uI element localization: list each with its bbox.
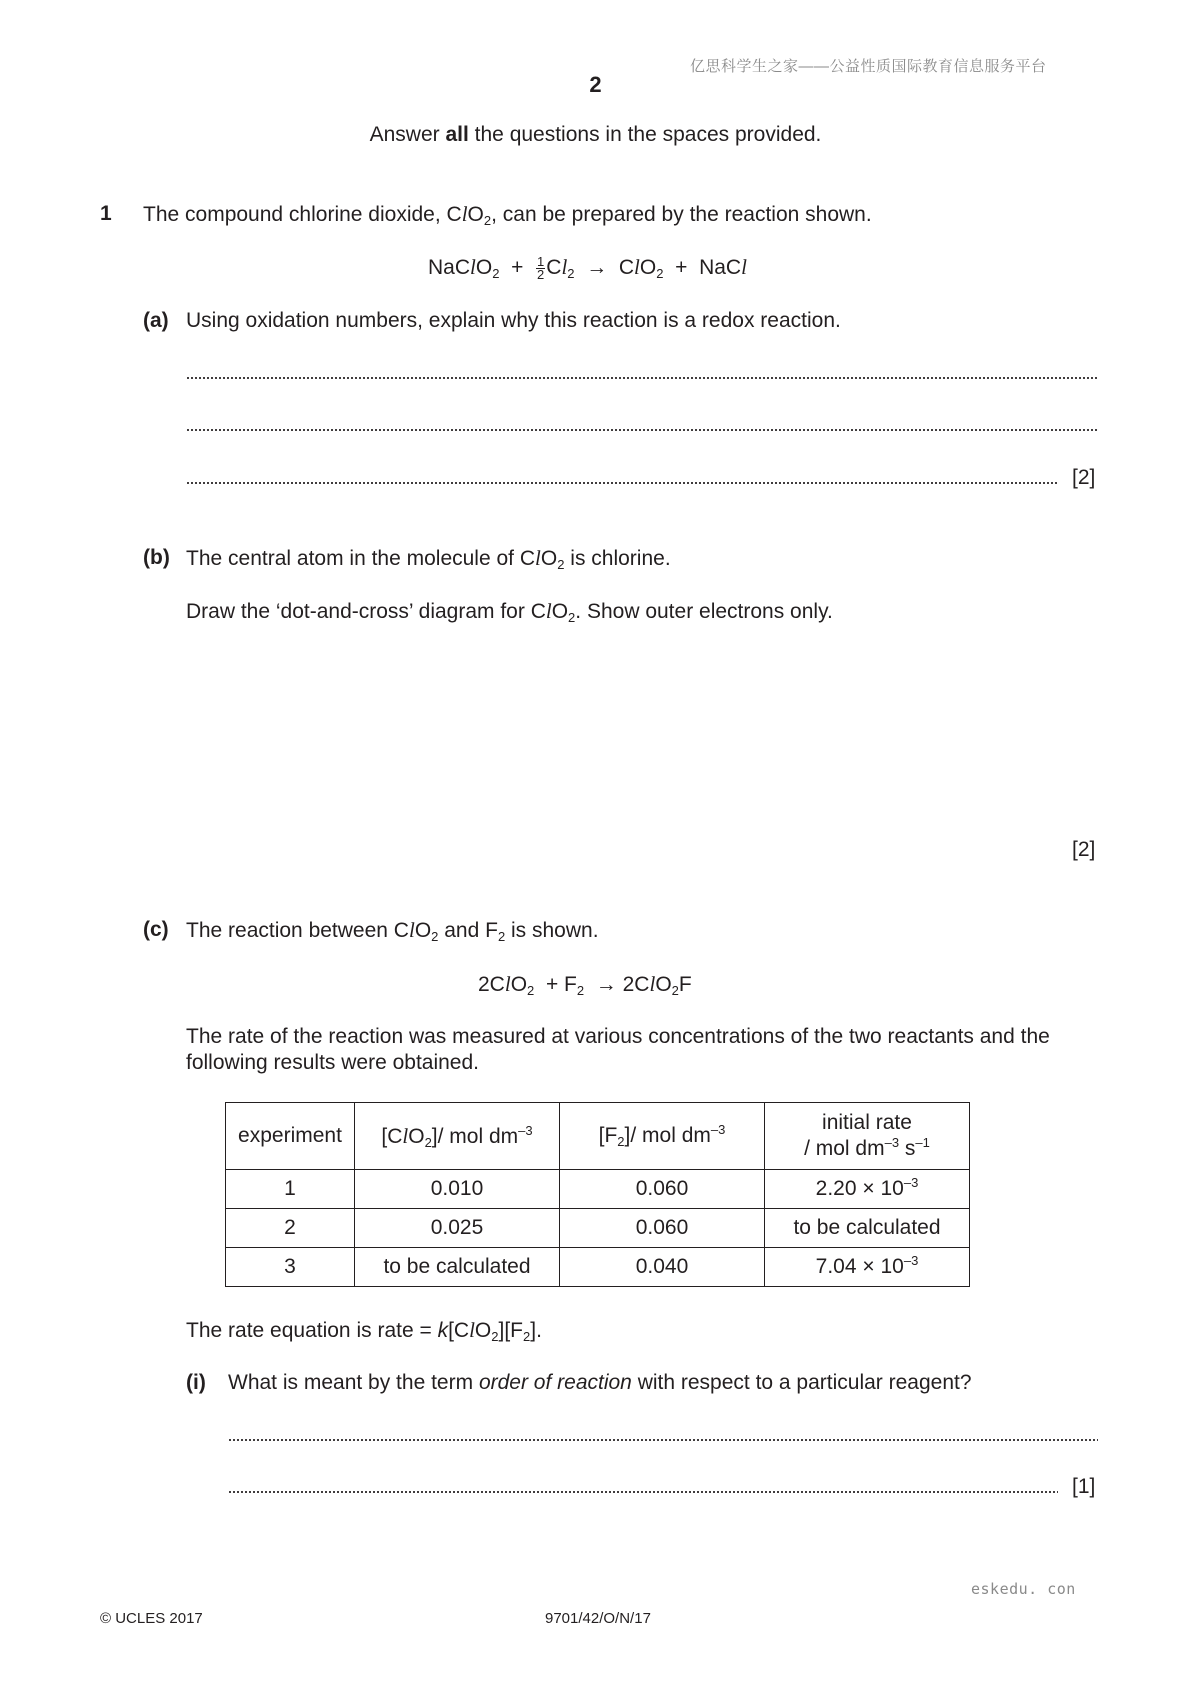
reaction-equation: NaClO$_2$ + $\frac{1}{2}$ $Cl_2 \to ClO_2$ + NaCl xyxy=(428,253,747,282)
answer-line-a1[interactable] xyxy=(186,376,1098,380)
page-number: 2 xyxy=(589,72,602,97)
part-ci-question: What is meant by the term order of reaction with respect to a particular reagent? xyxy=(228,1371,972,1394)
table-row xyxy=(226,1170,970,1209)
header-watermark: 亿思科学生之家——公益性质国际教育信息服务平台 xyxy=(690,58,1047,75)
rate-description-line2: following results were obtained. xyxy=(186,1051,479,1074)
part-b-label: (b) xyxy=(143,546,170,569)
cell-experiment: 3 xyxy=(226,1248,355,1287)
cell-experiment: 2 xyxy=(226,1209,355,1248)
cell-clo2: to be calculated xyxy=(355,1248,560,1287)
marks-b: [2] xyxy=(1072,838,1096,861)
rate-description-line1: The rate of the reaction was measured at various concentrations of the two reactants and the xyxy=(186,1025,1050,1048)
answer-line-ci2[interactable] xyxy=(228,1490,1058,1494)
header-f2-concentration: $[F_2]/$ mol $dm^{-3}$ xyxy=(560,1103,765,1170)
part-a-label: (a) xyxy=(143,309,169,332)
table-row xyxy=(226,1248,970,1287)
part-b-instruction: Draw the ‘dot-and-cross’ diagram for ClO$_2$. Show outer electrons only. xyxy=(186,599,833,625)
cell-rate: to be calculated xyxy=(765,1209,970,1248)
reaction-equation-c: $2ClO_2 + F_2 \to 2ClO_2F$ xyxy=(478,972,692,998)
question-stem: The compound chlorine dioxide, ClO$_2$, can be prepared by the reaction shown. xyxy=(143,202,872,228)
paper-code: 9701/42/O/N/17 xyxy=(545,1610,651,1627)
instructions: Answer all the questions in the spaces provided. xyxy=(369,123,822,146)
header-clo2-concentration: [ClO$_2$]/ mol $dm^{-3}$ xyxy=(355,1103,560,1170)
results-table xyxy=(225,1102,970,1287)
answer-line-a2[interactable] xyxy=(186,428,1098,432)
cell-rate: $7.04 \times 10^{-3}$ xyxy=(765,1248,970,1287)
cell-clo2: 0.010 xyxy=(355,1170,560,1209)
cell-f2: 0.040 xyxy=(560,1248,765,1287)
question-number: 1 xyxy=(100,202,112,225)
half-fraction: $\frac{1}{2}$ xyxy=(537,253,545,282)
cell-rate: $2.20 \times 10^{-3}$ xyxy=(765,1170,970,1209)
cell-f2: 0.060 xyxy=(560,1170,765,1209)
answer-line-ci1[interactable] xyxy=(228,1438,1098,1442)
cell-f2: 0.060 xyxy=(560,1209,765,1248)
part-a-question: Using oxidation numbers, explain why this reaction is a redox reaction. xyxy=(186,309,841,332)
answer-line-a3[interactable] xyxy=(186,481,1058,485)
header-initial-rate: initial rate / mol $dm^{-3}$ $s^{-1}$ xyxy=(765,1103,970,1170)
table-header-row xyxy=(226,1103,970,1170)
cell-clo2: 0.025 xyxy=(355,1209,560,1248)
part-c-label: (c) xyxy=(143,918,169,941)
marks-ci: [1] xyxy=(1072,1475,1096,1498)
rate-equation: The rate equation is rate = $k[ClO_2][F_2]$. xyxy=(186,1318,542,1344)
drawing-area[interactable] xyxy=(186,635,1098,830)
part-b-question: The central atom in the molecule of ClO$_2$ is chlorine. xyxy=(186,546,671,572)
part-c-question: The reaction between ClO$_2$ and $F_2$ is shown. xyxy=(186,918,599,944)
part-ci-label: (i) xyxy=(186,1371,206,1394)
marks-a: [2] xyxy=(1072,466,1096,489)
copyright: © UCLES 2017 xyxy=(100,1610,203,1627)
header-experiment: experiment xyxy=(226,1103,355,1170)
table-row xyxy=(226,1209,970,1248)
cell-experiment: 1 xyxy=(226,1170,355,1209)
footer-watermark: eskedu. con xyxy=(971,1580,1076,1598)
